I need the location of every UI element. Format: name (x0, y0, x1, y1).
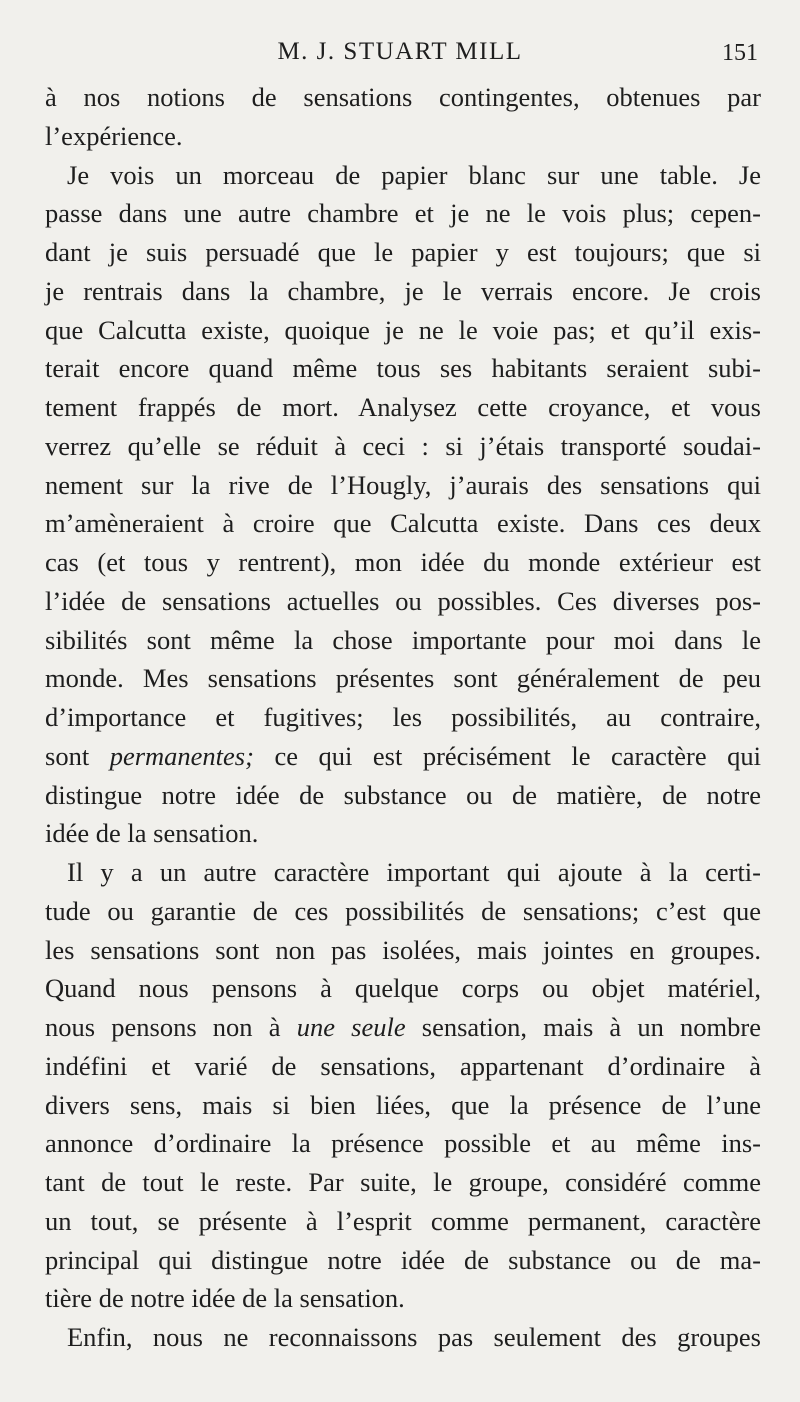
text-segment: monde. Mes sensations présentes sont généralement de peu (45, 663, 761, 694)
text-segment: Il y a un autre caractère important qui ajoute à la certi- (67, 857, 761, 887)
text-segment: un tout, se présente à l’esprit comme permanent, caractère (45, 1205, 761, 1236)
text-segment: Enfin, nous ne reconnaissons pas seulement des groupes (67, 1322, 761, 1352)
text-segment: l’expérience. (45, 120, 183, 151)
text-line (45, 1124, 761, 1163)
text-segment: à nos notions de sensations contingentes, obtenues par (45, 82, 761, 112)
text-segment: idée de la sensation. (45, 818, 259, 849)
text-segment: dant je suis persuadé que le papier y est toujours; que si (45, 237, 761, 267)
text-segment: tement frappés de mort. Analysez cette croyance, et vous (45, 392, 761, 422)
text-line (45, 621, 761, 660)
text-segment: annonce d’ordinaire la présence possible et au même ins- (45, 1128, 761, 1159)
text-segment: l’idée de sensations actuelles ou possibles. Ces diverses pos- (45, 585, 761, 616)
text-line (45, 1279, 761, 1318)
italic-text: une seule (296, 1012, 406, 1042)
text-segment: distingue notre idée de substance ou de matière, de notre (45, 779, 761, 810)
text-line (45, 659, 761, 698)
text-line (45, 969, 761, 1008)
text-line (45, 1241, 761, 1280)
text-segment: m’amèneraient à croire que Calcutta existe. Dans ces deux (45, 508, 761, 539)
text-line (45, 311, 761, 350)
text-line (45, 931, 761, 970)
text-line (45, 582, 761, 621)
italic-text: permanentes; (109, 740, 254, 771)
text-line (45, 853, 761, 892)
body-text (45, 78, 761, 1357)
text-line (45, 117, 761, 156)
text-segment: Je vois un morceau de papier blanc sur une table. Je (67, 159, 761, 190)
text-line (45, 388, 761, 427)
text-segment: indéfini et varié de sensations, appartenant d’ordinaire à (45, 1050, 761, 1081)
text-line (45, 466, 761, 505)
text-line (45, 543, 761, 582)
text-line (45, 1202, 761, 1241)
text-segment: tière de notre idée de la sensation. (45, 1283, 405, 1314)
text-segment: sont (45, 740, 110, 771)
text-segment: verrez qu’elle se réduit à ceci : si j’étais transporté soudai- (45, 430, 761, 461)
text-segment: nous pensons non à (45, 1012, 297, 1042)
text-segment: principal qui distingue notre idée de substance ou de ma- (45, 1244, 761, 1275)
text-line (45, 1086, 761, 1125)
text-line (45, 814, 761, 853)
text-line (45, 272, 761, 311)
text-line (45, 1318, 761, 1357)
text-line (45, 349, 761, 388)
running-header (0, 38, 800, 74)
text-segment: sibilités sont même la chose importante pour moi dans le (45, 624, 761, 655)
text-segment: passe dans une autre chambre et je ne le vois plus; cepen- (45, 198, 761, 229)
text-line (45, 427, 761, 466)
text-line (45, 156, 761, 195)
text-segment: divers sens, mais si bien liées, que la présence de l’une (45, 1089, 761, 1120)
text-segment: les sensations sont non pas isolées, mais jointes en groupes. (45, 934, 761, 965)
running-title: M. J. STUART MILL (277, 38, 523, 65)
page-number: 151 (722, 40, 758, 66)
text-line (45, 504, 761, 543)
text-line (45, 892, 761, 931)
text-line (45, 78, 761, 117)
text-segment: terait encore quand même tous ses habitants seraient subi- (45, 353, 761, 384)
text-segment: sensation, mais à un nombre (405, 1012, 762, 1042)
text-line (45, 1008, 761, 1047)
text-segment: je rentrais dans la chambre, je le verrais encore. Je crois (45, 275, 761, 306)
text-segment: tude ou garantie de ces possibilités de sensations; c’est que (45, 895, 761, 926)
text-line (45, 776, 761, 815)
text-segment: Quand nous pensons à quelque corps ou objet matériel, (45, 973, 761, 1004)
text-line (45, 737, 761, 776)
text-line (45, 1047, 761, 1086)
text-line (45, 194, 761, 233)
text-segment: que Calcutta existe, quoique je ne le voie pas; et qu’il exis- (45, 314, 761, 345)
text-segment: tant de tout le reste. Par suite, le groupe, considéré comme (45, 1167, 761, 1197)
text-line (45, 233, 761, 272)
text-segment: nement sur la rive de l’Hougly, j’aurais des sensations qui (45, 469, 761, 500)
text-line (45, 698, 761, 737)
text-line (45, 1163, 761, 1202)
text-segment: cas (et tous y rentrent), mon idée du monde extérieur est (45, 547, 761, 577)
text-segment: d’importance et fugitives; les possibilités, au contraire, (45, 702, 761, 732)
text-segment: ce qui est précisément le caractère qui (253, 740, 761, 771)
